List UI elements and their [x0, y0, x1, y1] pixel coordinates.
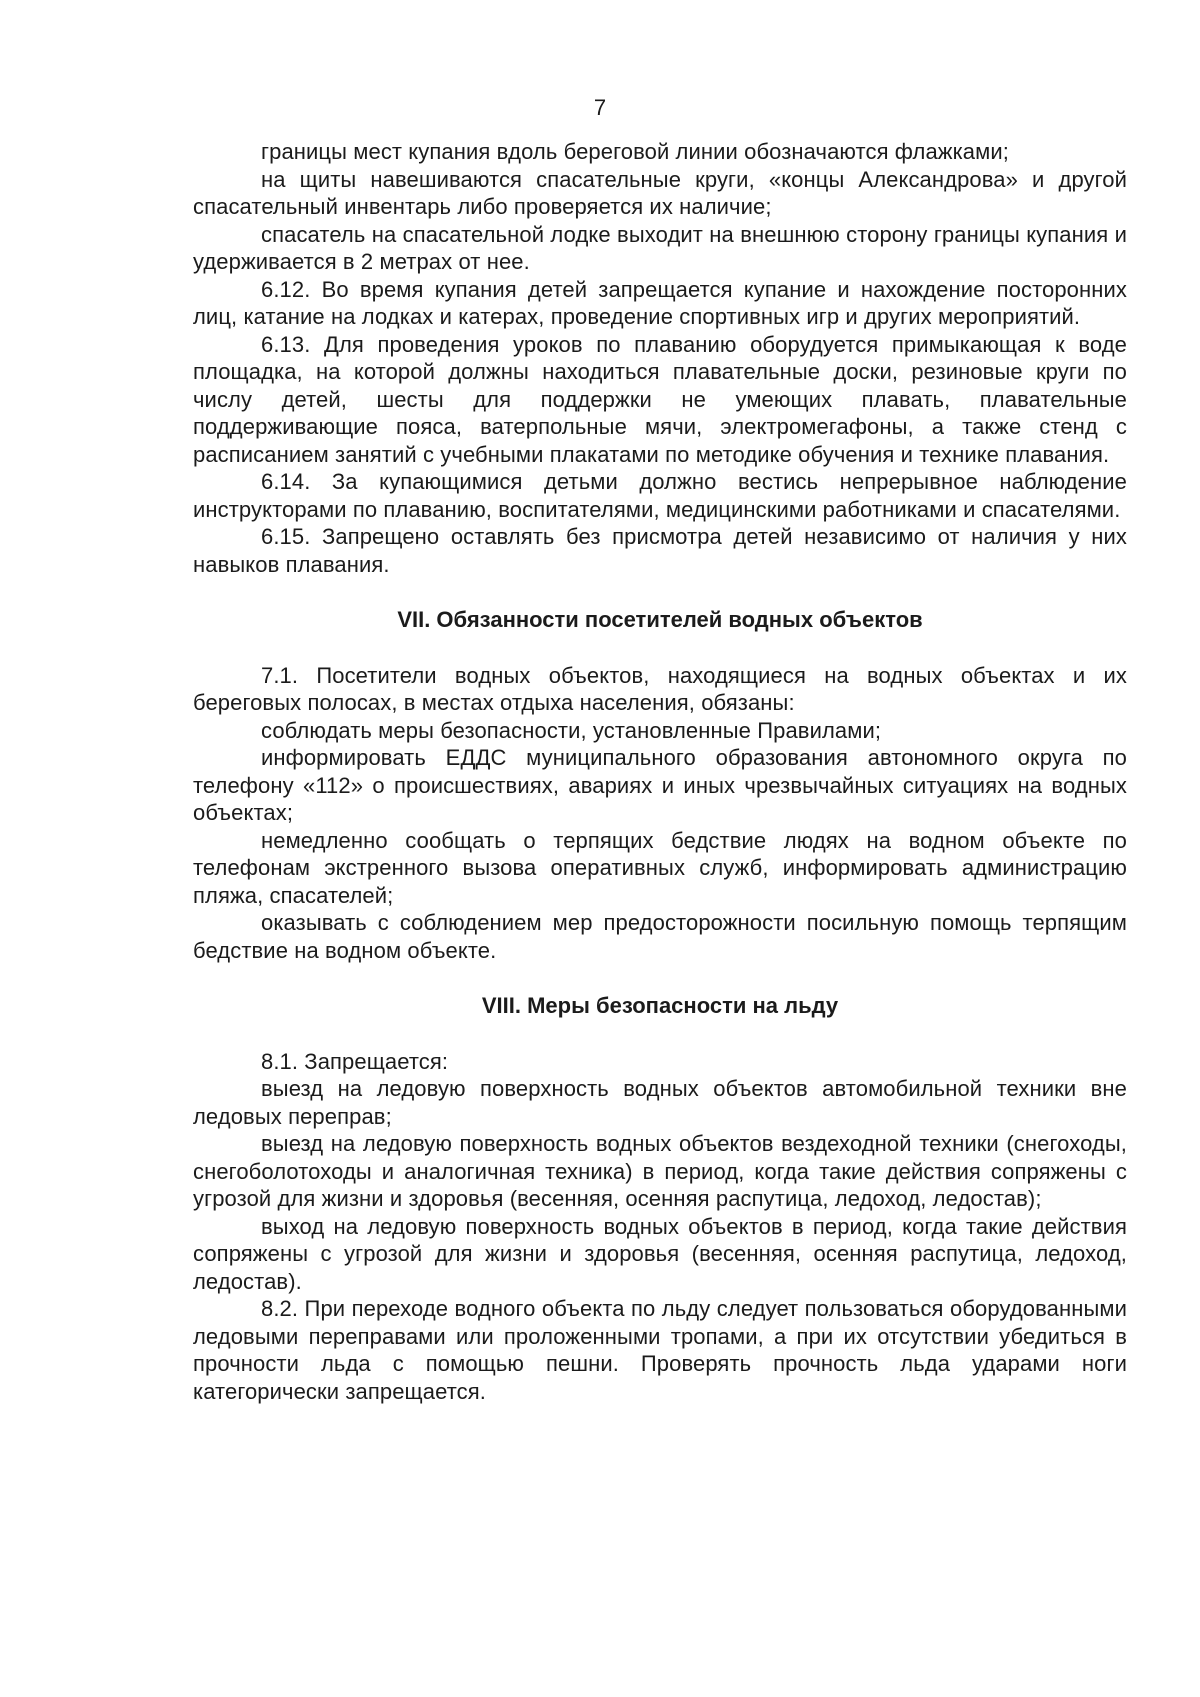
paragraph-7-1: 7.1. Посетители водных объектов, находящиеся на водных объектах и их береговых полосах, в местах отдыха населения, обязаны:	[193, 662, 1127, 715]
paragraph-6-15: 6.15. Запрещено оставлять без присмотра детей независимо от наличия у них навыков плавания.	[193, 524, 1127, 577]
paragraph-8-1: 8.1. Запрещается:	[261, 1048, 449, 1074]
paragraph: информировать ЕДДС муниципального образования автономного округа по телефону «112» о происшествиях, авариях и иных чрезвычайных ситуациях на водных объектах;	[193, 745, 1127, 825]
paragraph: оказывать с соблюдением мер предосторожности посильную помощь терпящим бедствие на водном объекте.	[193, 910, 1127, 963]
paragraph: соблюдать меры безопасности, установленные Правилами;	[261, 717, 882, 743]
page-body	[193, 138, 1127, 1405]
paragraph-6-14: 6.14. За купающимися детьми должно вестись непрерывное наблюдение инструкторами по плаванию, воспитателями, медицинскими работниками и спасателями.	[193, 469, 1127, 522]
paragraph: спасатель на спасательной лодке выходит на внешнюю сторону границы купания и удерживается в 2 метрах от нее.	[193, 221, 1127, 274]
page-number: 7	[593, 95, 607, 120]
paragraph: немедленно сообщать о терпящих бедствие людях на водном объекте по телефонам экстренного вызова оперативных служб, информировать администрацию пляжа, спасателей;	[193, 827, 1127, 908]
section-8-heading: VIII. Меры безопасности на льду	[481, 993, 839, 1018]
paragraph-6-13: 6.13. Для проведения уроков по плаванию оборудуется примыкающая к воде площадка, на которой должны находиться плавательные доски, резиновые круги по числу детей, шесты для поддержки не умеющих плавать, плавательные поддерживающие пояса, ватерпольные мячи, электромегафоны, а также стенд с расписанием занятий с учебными плакатами по методике обучения и технике плавания.	[193, 331, 1127, 467]
paragraph: выход на ледовую поверхность водных объектов в период, когда такие действия сопряжены с угрозой для жизни и здоровья (весенняя, осенняя распутица, ледоход, ледостав).	[193, 1213, 1127, 1294]
paragraph: границы мест купания вдоль береговой линии обозначаются флажками;	[261, 139, 1009, 164]
section-7-heading: VII. Обязанности посетителей водных объектов	[397, 607, 923, 632]
paragraph: выезд на ледовую поверхность водных объектов автомобильной техники вне ледовых переправ;	[193, 1076, 1127, 1129]
paragraph: выезд на ледовую поверхность водных объектов вездеходной техники (снегоходы, снегоболотоходы и аналогичная техника) в период, когда такие действия сопряжены с угрозой для жизни и здоровья (весенняя, осенняя распутица, ледоход, ледостав);	[193, 1131, 1127, 1211]
paragraph-8-2: 8.2. При переходе водного объекта по льду следует пользоваться оборудованными ледовыми переправами или проложенными тропами, а при их отсутствии убедиться в прочности льда с помощью пешни. Проверять прочность льда ударами ноги категорически запрещается.	[193, 1296, 1127, 1404]
paragraph: на щиты навешиваются спасательные круги, «концы Александрова» и другой спасательный инвентарь либо проверяется их наличие;	[193, 166, 1127, 219]
paragraph-6-12: 6.12. Во время купания детей запрещается купание и нахождение посторонних лиц, катание на лодках и катерах, проведение спортивных игр и других мероприятий.	[193, 276, 1127, 329]
